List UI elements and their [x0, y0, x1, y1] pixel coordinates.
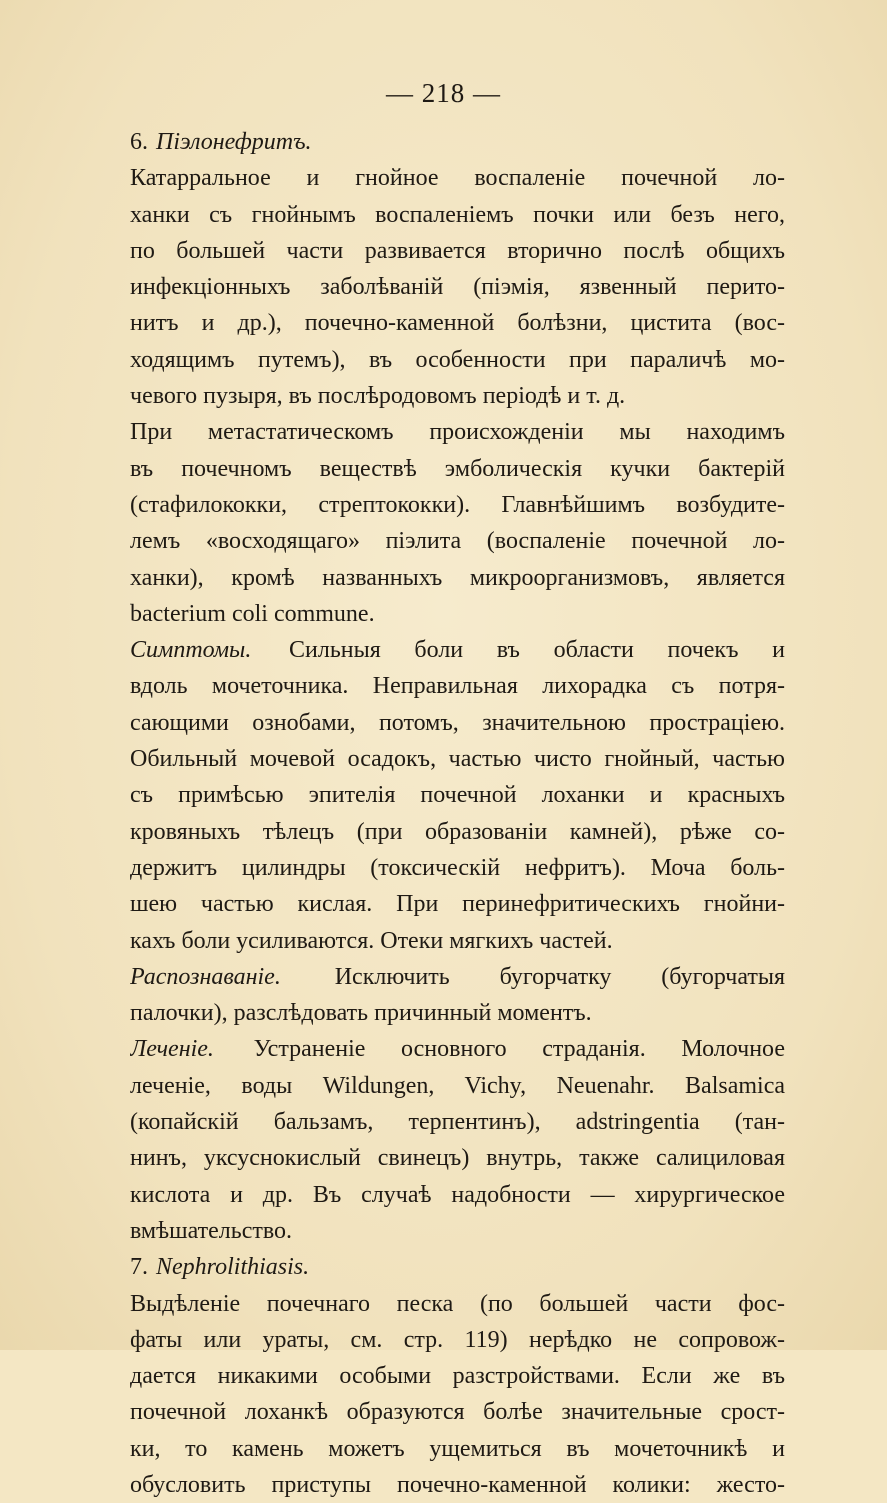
text-line: При метастатическомъ происхожденіи мы находимъ — [130, 419, 785, 446]
symptoms-heading: Симптомы. — [130, 637, 252, 664]
text-line: держитъ цилиндры (токсическій нефритъ). Моча боль- — [130, 854, 785, 881]
text-line: съ примѣсью эпителія почечной лоханки и красныхъ — [130, 782, 785, 809]
treatment-paragraph-start — [130, 1031, 785, 1067]
text-line: лемъ «восходящаго» піэлита (воспаленіе почечной ло- — [130, 528, 785, 555]
text-line: вдоль мочеточника. Неправильная лихорадка съ потря- — [130, 673, 785, 700]
text-line: вмѣшательство. — [130, 1217, 293, 1244]
text-line: Сильныя боли въ области почекъ и — [288, 637, 785, 664]
text-line: Катарральное и гнойное воспаленіе почечной ло- — [130, 165, 785, 192]
section-title: Піэлонефритъ. — [156, 129, 312, 155]
text-line: почечной лоханкѣ образуются болѣе значительные срост- — [130, 1399, 785, 1426]
text-line: чевого пузыря, въ послѣродовомъ періодѣ и т. д. — [130, 383, 626, 410]
text-line: Исключить бугорчатку (бугорчатыя — [334, 963, 785, 990]
section-heading-7 — [130, 1249, 785, 1285]
text-line: кислота и др. Въ случаѣ надобности — хирургическое — [130, 1181, 785, 1208]
text-line: Выдѣленіе почечнаго песка (по большей части фос- — [130, 1290, 785, 1317]
text-line: Устраненіе основного страданія. Молочное — [253, 1036, 785, 1063]
text-line: кахъ боли усиливаются. Отеки мягкихъ частей. — [130, 927, 613, 954]
text-line: (стафилококки, стрептококки). Главнѣйшимъ возбудите- — [130, 491, 785, 518]
text-line: нинъ, уксуснокислый свинецъ) внутрь, также салициловая — [130, 1145, 785, 1172]
symptoms-paragraph-start — [130, 632, 785, 668]
text-line: палочки), разслѣдовать причинный моментъ. — [130, 1000, 592, 1027]
text-line: по большей части развивается вторично послѣ общихъ — [130, 237, 785, 264]
text-line: шею частью кислая. При перинефритическихъ гнойни- — [130, 891, 785, 918]
text-line: фаты или ураты, см. стр. 119) нерѣдко не сопровож- — [130, 1326, 785, 1353]
diagnosis-heading: Распознаваніе. — [130, 963, 281, 990]
page-number: — 218 — — [386, 78, 501, 108]
body-text — [130, 124, 785, 1503]
text-line: ханки съ гнойнымъ воспаленіемъ почки или безъ него, — [130, 201, 785, 228]
text-line: обусловить приступы почечно-каменной колики: жесто- — [130, 1471, 785, 1498]
text-line: кровяныхъ тѣлецъ (при образованіи камней), рѣже со- — [130, 818, 785, 845]
text-line: ханки), кромѣ названныхъ микроорганизмовъ, является — [130, 564, 785, 591]
text-line: нитъ и др.), почечно-каменной болѣзни, цистита (вос- — [130, 310, 785, 337]
text-line: въ почечномъ веществѣ эмболическія кучки бактерій — [130, 455, 785, 482]
text-line: леченіе, воды Wildungen, Vichy, Neuenahr. Balsamica — [130, 1072, 785, 1099]
text-line: инфекціонныхъ заболѣваній (піэмія, язвенный перито- — [130, 274, 785, 301]
section-number: 7. — [130, 1254, 148, 1281]
text-line: дается никакими особыми разстройствами. Если же въ — [130, 1363, 785, 1390]
diagnosis-paragraph-start — [130, 959, 785, 995]
text-line: ходящимъ путемъ), въ особенности при параличѣ мо- — [130, 346, 785, 373]
text-line: (копайскій бальзамъ, терпентинъ), adstringentia (тан- — [130, 1109, 785, 1136]
text-line: ки, то камень можетъ ущемиться въ мочеточникѣ и — [130, 1435, 785, 1462]
text-line: Обильный мочевой осадокъ, частью чисто гнойный, частью — [130, 746, 785, 773]
text-line: сающими ознобами, потомъ, значительною прострацiею. — [130, 709, 785, 736]
treatment-heading: Леченіе. — [130, 1036, 214, 1063]
section-title: Nephrolithiasis. — [156, 1254, 310, 1281]
section-heading-6 — [130, 124, 785, 160]
section-number: 6. — [130, 129, 148, 155]
text-line: bacterium coli commune. — [130, 600, 375, 627]
